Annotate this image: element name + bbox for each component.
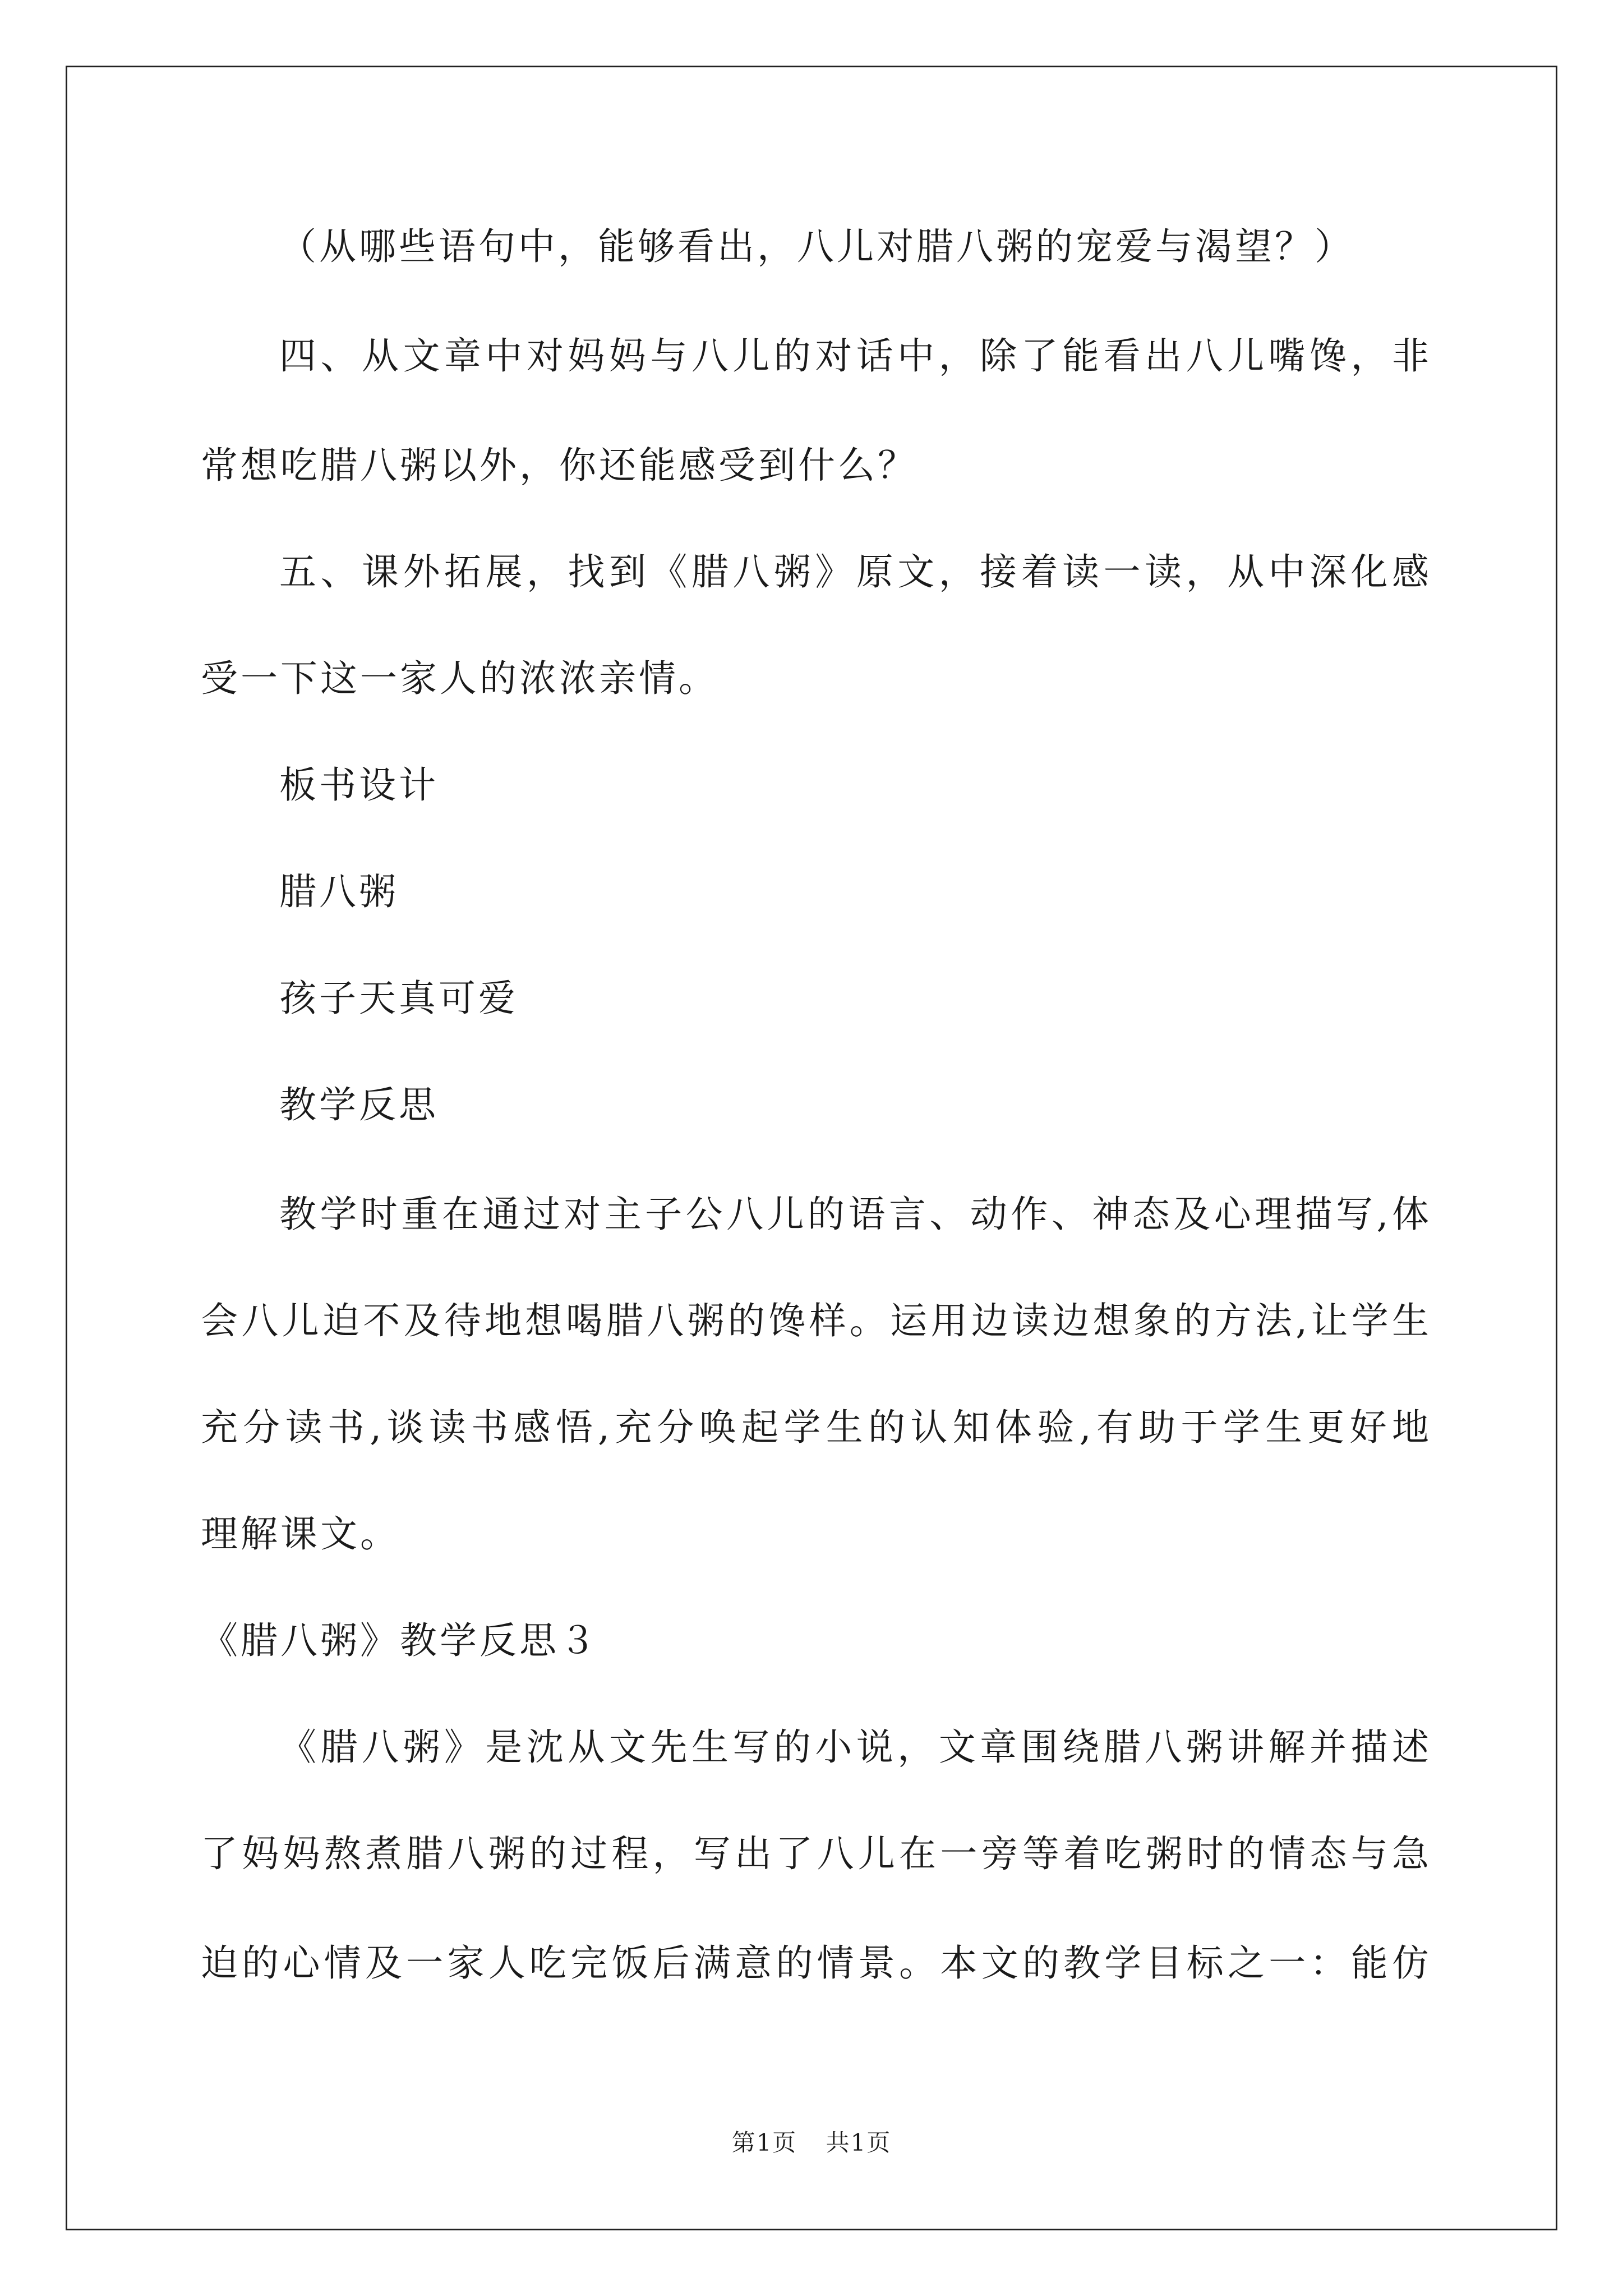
page-number: 第1页 <box>731 2129 797 2156</box>
paragraph-line: 受一下这一家人的浓浓亲情。 <box>201 657 718 700</box>
paragraph-line <box>279 1189 1429 1240</box>
page-border <box>66 66 1557 2230</box>
paragraph-line <box>279 1722 1429 1773</box>
section-heading: 教学反思 <box>279 1083 439 1126</box>
paragraph-line <box>201 1402 1429 1453</box>
paragraph-line <box>201 1829 1429 1879</box>
board-item: 腊八粥 <box>279 870 399 913</box>
paragraph-line-text: 了妈妈熬煮腊八粥的过程，写出了八儿在一旁等着吃粥时的情态与急 <box>201 1832 1429 1875</box>
paragraph-line-text: 会八儿迫不及待地想喝腊八粥的馋样。运用边读边想象的方法,让学生 <box>201 1299 1429 1342</box>
paragraph-line <box>201 1296 1429 1346</box>
board-item: 孩子天真可爱 <box>279 977 518 1020</box>
section-heading: 板书设计 <box>279 763 439 807</box>
paragraph-line-text: 《腊八粥》是沈从文先生写的小说，文章围绕腊八粥讲解并描述 <box>279 1726 1429 1769</box>
paragraph-line <box>279 331 1429 381</box>
paragraph-line: 常想吃腊八粥以外，你还能感受到什么？ <box>201 444 917 487</box>
paragraph-line-text: 四、从文章中对妈妈与八儿的对话中，除了能看出八儿嘴馋，非 <box>279 334 1429 378</box>
paragraph-line-text: 迫的心情及一家人吃完饭后满意的情景。本文的教学目标之一：能仿 <box>201 1941 1429 1985</box>
document-heading: 《腊八粥》教学反思３ <box>201 1619 599 1662</box>
page-footer <box>0 2126 1623 2160</box>
paragraph-line: 理解课文。 <box>201 1512 400 1556</box>
paragraph-line: （从哪些语句中，能够看出，八儿对腊八粥的宠爱与渴望？） <box>279 225 1354 268</box>
paragraph-line <box>201 1938 1429 1989</box>
page-total: 共1页 <box>826 2129 892 2156</box>
paragraph-line-text: 五、课外拓展，找到《腊八粥》原文，接着读一读，从中深化感 <box>279 550 1429 593</box>
paragraph-line-text: 充分读书,谈读书感悟,充分唤起学生的认知体验,有助于学生更好地 <box>201 1406 1429 1449</box>
paragraph-line-text: 教学时重在通过对主子公八儿的语言、动作、神态及心理描写,体 <box>279 1193 1429 1236</box>
paragraph-line <box>279 547 1429 597</box>
